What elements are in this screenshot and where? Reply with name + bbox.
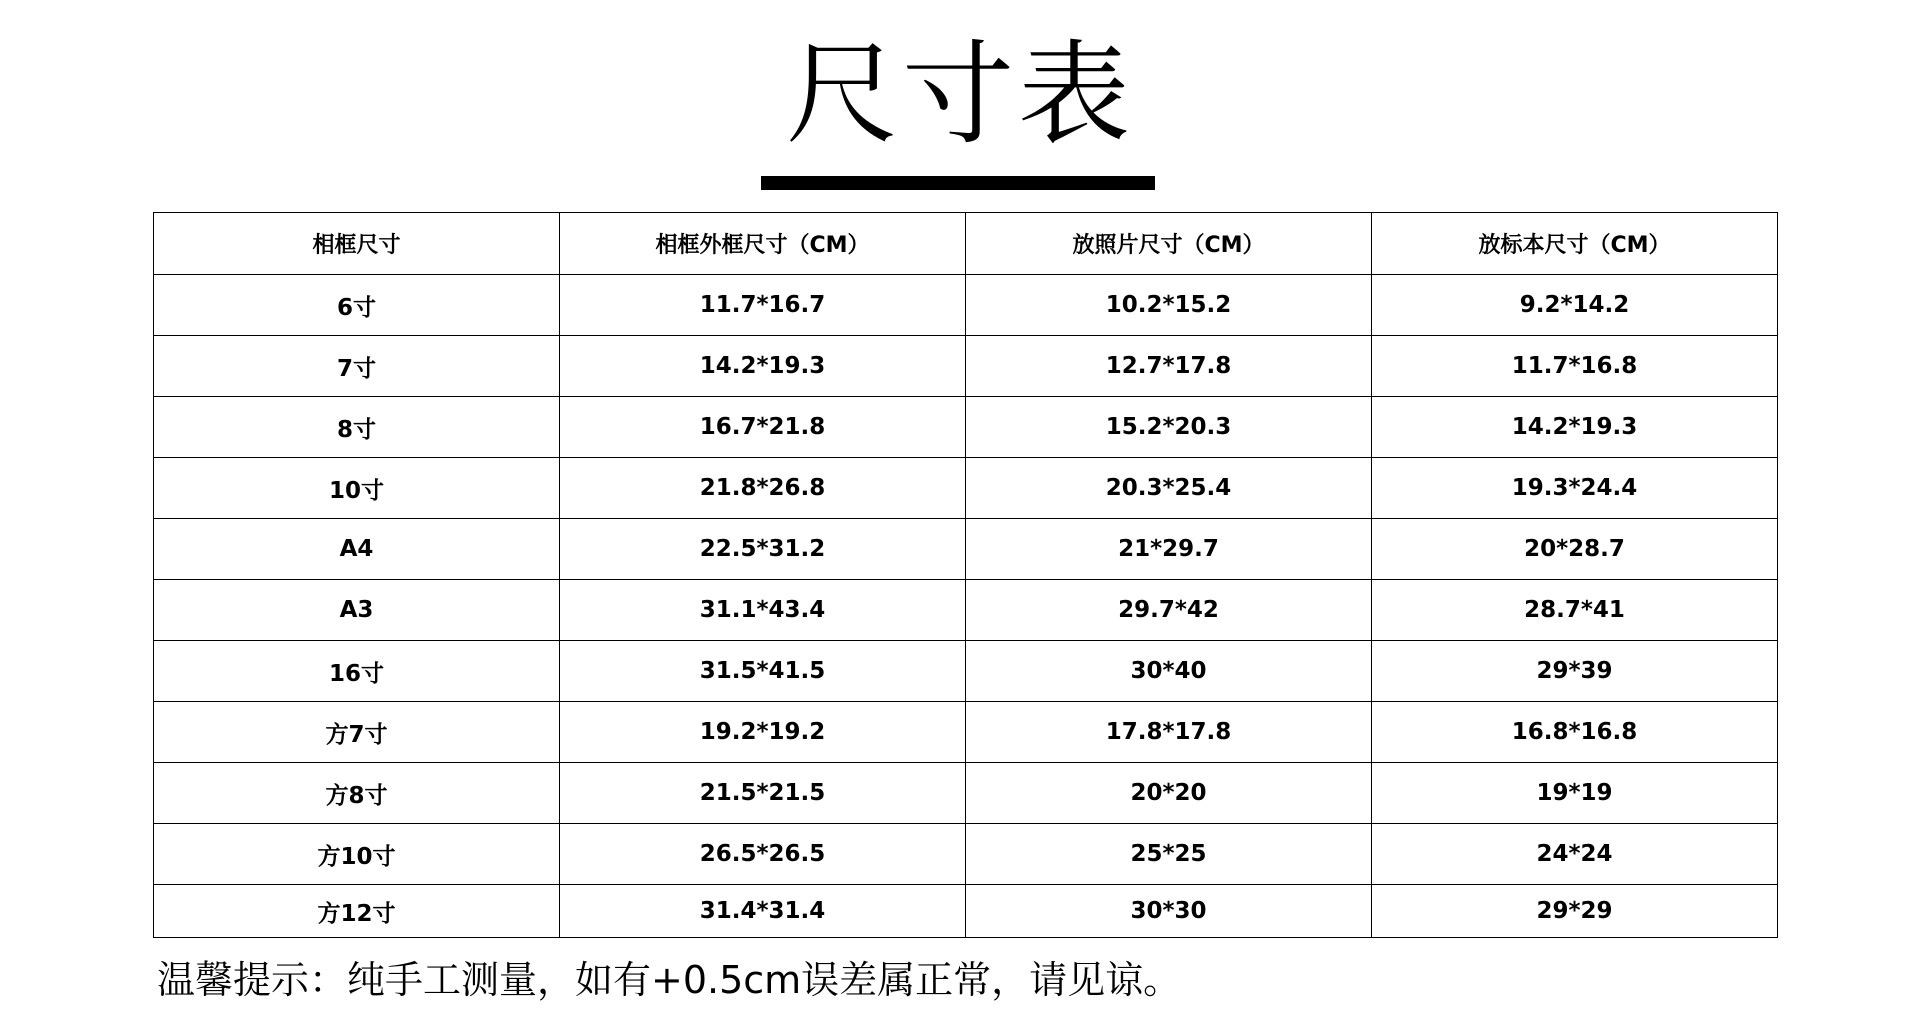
measurement-note: 温馨提示：纯手工测量，如有+0.5cm误差属正常，请见谅。 [157,958,1182,1002]
cell-frame-size: 8寸 [154,397,560,458]
cell-outer-size: 26.5*26.5 [560,824,966,885]
cell-outer-size: 16.7*21.8 [560,397,966,458]
cell-photo-size: 21*29.7 [966,519,1372,580]
cell-specimen-size: 16.8*16.8 [1372,702,1778,763]
cell-specimen-size: 28.7*41 [1372,580,1778,641]
cell-photo-size: 15.2*20.3 [966,397,1372,458]
cell-outer-size: 21.5*21.5 [560,763,966,824]
table-row [154,824,1778,885]
cell-frame-size: 6寸 [154,275,560,336]
cell-frame-size: 方12寸 [154,885,560,938]
table-row [154,336,1778,397]
cell-frame-size: 16寸 [154,641,560,702]
cell-specimen-size: 14.2*19.3 [1372,397,1778,458]
cell-photo-size: 12.7*17.8 [966,336,1372,397]
cell-photo-size: 29.7*42 [966,580,1372,641]
cell-specimen-size: 19.3*24.4 [1372,458,1778,519]
table-row [154,397,1778,458]
size-table [153,212,1778,938]
page-title: 尺寸表 [786,30,1134,160]
cell-outer-size: 11.7*16.7 [560,275,966,336]
cell-frame-size: 10寸 [154,458,560,519]
cell-frame-size: 方7寸 [154,702,560,763]
cell-frame-size: 方8寸 [154,763,560,824]
cell-outer-size: 31.5*41.5 [560,641,966,702]
cell-photo-size: 30*30 [966,885,1372,938]
column-header-outer-size: 相框外框尺寸（CM） [560,213,966,275]
table-row [154,458,1778,519]
column-header-photo-size: 放照片尺寸（CM） [966,213,1372,275]
column-header-frame-size: 相框尺寸 [154,213,560,275]
table-row [154,885,1778,938]
table-header-row [154,213,1778,275]
cell-photo-size: 25*25 [966,824,1372,885]
cell-photo-size: 17.8*17.8 [966,702,1372,763]
cell-frame-size: A3 [154,580,560,641]
cell-outer-size: 19.2*19.2 [560,702,966,763]
cell-outer-size: 31.1*43.4 [560,580,966,641]
cell-frame-size: 7寸 [154,336,560,397]
cell-specimen-size: 24*24 [1372,824,1778,885]
cell-photo-size: 30*40 [966,641,1372,702]
table-row [154,275,1778,336]
cell-photo-size: 20.3*25.4 [966,458,1372,519]
title-underline [761,176,1155,190]
cell-specimen-size: 29*39 [1372,641,1778,702]
cell-frame-size: A4 [154,519,560,580]
table-row [154,519,1778,580]
table-row [154,641,1778,702]
cell-frame-size: 方10寸 [154,824,560,885]
cell-outer-size: 31.4*31.4 [560,885,966,938]
table-row [154,702,1778,763]
cell-photo-size: 20*20 [966,763,1372,824]
cell-specimen-size: 20*28.7 [1372,519,1778,580]
cell-specimen-size: 11.7*16.8 [1372,336,1778,397]
cell-outer-size: 21.8*26.8 [560,458,966,519]
cell-photo-size: 10.2*15.2 [966,275,1372,336]
cell-specimen-size: 29*29 [1372,885,1778,938]
cell-outer-size: 14.2*19.3 [560,336,966,397]
table-row [154,580,1778,641]
cell-specimen-size: 9.2*14.2 [1372,275,1778,336]
column-header-specimen-size: 放标本尺寸（CM） [1372,213,1778,275]
table-row [154,763,1778,824]
cell-specimen-size: 19*19 [1372,763,1778,824]
cell-outer-size: 22.5*31.2 [560,519,966,580]
